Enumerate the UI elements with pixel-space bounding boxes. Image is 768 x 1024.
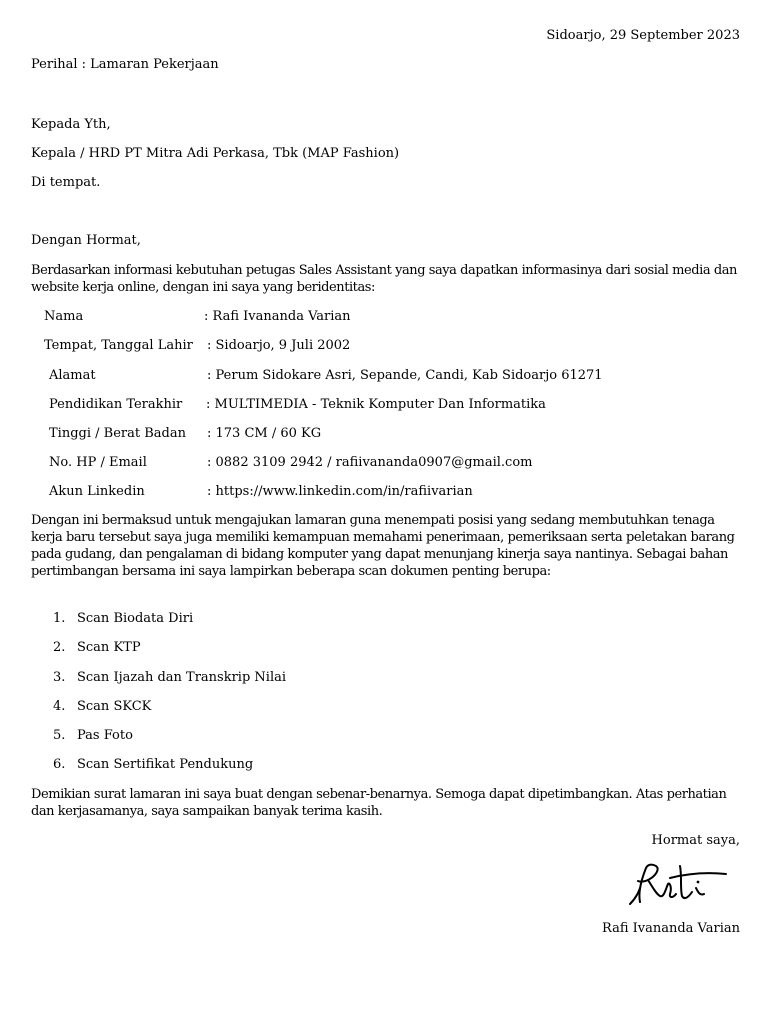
identity-value-height-weight: : 173 CM / 60 KG: [207, 426, 322, 441]
identity-value-education: : MULTIMEDIA - Teknik Komputer Dan Informatika: [206, 397, 546, 412]
identity-label-linkedin: Akun Linkedin: [49, 484, 145, 499]
subject-line: Perihal : Lamaran Pekerjaan: [31, 57, 219, 72]
handwritten-signature: [626, 858, 738, 910]
body-paragraph: Dengan ini bermaksud untuk mengajukan lamaran guna menempati posisi yang sedang membutuhkan tenaga kerja baru tersebut saya juga memiliki kemampuan memahami penerimaan, pemeriksaan serta peletakan barang pada gudang, dan pengalaman di bidang komputer yang dapat menunjang kinerja saya nantinya. Sebagai bahan pertimbangan bersama ini saya lampirkan beberapa scan dokumen penting berupa:: [31, 513, 735, 579]
sign-off: Hormat saya,: [651, 833, 740, 848]
attachment-number: 3.: [53, 670, 66, 685]
identity-value-birth: : Sidoarjo, 9 Juli 2002: [207, 338, 351, 353]
identity-label-address: Alamat: [49, 368, 96, 383]
identity-label-education: Pendidikan Terakhir: [49, 397, 183, 412]
attachment-item: Scan SKCK: [77, 699, 152, 714]
greeting: Dengan Hormat,: [31, 233, 141, 248]
identity-value-linkedin: : https://www.linkedin.com/in/rafiivarian: [207, 484, 473, 499]
identity-label-contact: No. HP / Email: [49, 455, 147, 470]
attachment-item: Pas Foto: [77, 728, 133, 743]
identity-value-contact: : 0882 3109 2942 / rafiivananda0907@gmail.com: [207, 455, 533, 470]
identity-value-name: : Rafi Ivananda Varian: [204, 309, 351, 324]
intro-paragraph: Berdasarkan informasi kebutuhan petugas Sales Assistant yang saya dapatkan informasinya dari sosial media dan website kerja online, dengan ini saya yang beridentitas:: [31, 263, 737, 295]
attachment-number: 5.: [53, 728, 66, 743]
attachment-item: Scan Sertifikat Pendukung: [77, 757, 254, 772]
identity-label-birth: Tempat, Tanggal Lahir: [44, 338, 193, 353]
identity-label-height-weight: Tinggi / Berat Badan: [49, 426, 186, 441]
recipient-line-2: Kepala / HRD PT Mitra Adi Perkasa, Tbk (MAP Fashion): [31, 146, 400, 161]
attachment-number: 2.: [53, 640, 66, 655]
recipient-line-3: Di tempat.: [31, 175, 101, 190]
signer-name: Rafi Ivananda Varian: [601, 921, 740, 936]
attachment-item: Scan Ijazah dan Transkrip Nilai: [77, 670, 287, 685]
attachment-item: Scan Biodata Diri: [77, 611, 194, 626]
identity-label-name: Nama: [44, 309, 84, 324]
attachment-number: 1.: [53, 611, 66, 626]
recipient-line-1: Kepada Yth,: [31, 117, 111, 132]
attachment-number: 4.: [53, 699, 66, 714]
closing-paragraph: Demikian surat lamaran ini saya buat dengan sebenar-benarnya. Semoga dapat dipetimbangkan. Atas perhatian dan kerjasamanya, saya sampaikan banyak terima kasih.: [31, 787, 727, 819]
attachment-item: Scan KTP: [77, 640, 141, 655]
place-date: Sidoarjo, 29 September 2023: [546, 28, 740, 43]
attachment-number: 6.: [53, 757, 66, 772]
identity-value-address: : Perum Sidokare Asri, Sepande, Candi, Kab Sidoarjo 61271: [207, 368, 603, 383]
